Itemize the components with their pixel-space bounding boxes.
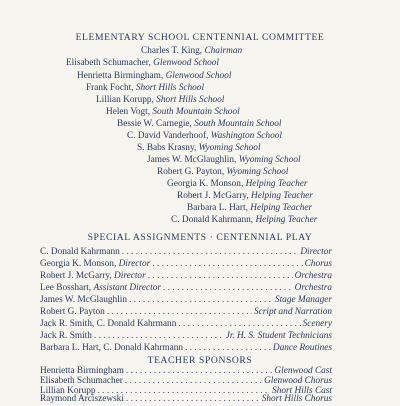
assignment: Orchestra [294, 283, 332, 293]
assignment-row [40, 319, 332, 331]
committee-member [157, 168, 288, 177]
committee-member [86, 84, 204, 93]
assignment-row [40, 343, 332, 355]
member-role: Wyoming School [226, 167, 289, 177]
member-role: Helping Teacher [250, 203, 313, 213]
assignee-name: Georgia K. Monson, [40, 259, 117, 269]
member-name: Henrietta Birmingham, [77, 71, 164, 81]
member-name: Robert G. Payton, [157, 167, 225, 177]
committee-member [117, 120, 282, 129]
member-name: Charles T. King, [141, 46, 203, 56]
leader-dots [163, 283, 293, 293]
member-name: Lillian Korupp, [96, 95, 154, 105]
member-role: Glenwood School [165, 71, 232, 81]
committee-member [187, 204, 312, 213]
member-role: Helping Teacher [251, 191, 313, 201]
member-name: Robert J. McGarry, [177, 191, 249, 201]
member-name: Georgia K. Monson, [167, 179, 244, 189]
teacher-sponsors-heading: TEACHER SPONSORS [147, 355, 253, 366]
committee-member [96, 96, 224, 105]
sponsor-group: Glenwood Cast [274, 366, 332, 376]
committee-heading: ELEMENTARY SCHOOL CENTENNIAL COMMITTEE [75, 32, 325, 43]
assignee-role: Assistant Director [93, 283, 162, 293]
committee-member [106, 108, 240, 117]
committee-member [66, 59, 219, 68]
assignment: Director [300, 247, 332, 257]
leader-dots [178, 319, 300, 329]
member-name: S. Babs Krasny, [137, 143, 197, 153]
member-name: Elisabeth Schumacher, [66, 58, 151, 68]
member-role: Short Hills School [135, 83, 205, 93]
assignee [40, 259, 150, 269]
assignee-role: Director [114, 271, 146, 281]
committee-member [141, 47, 242, 56]
member-role: Wyoming School [238, 155, 301, 165]
assignment-row [40, 271, 332, 283]
assignee-name: Robert J. McGarry, [40, 271, 112, 281]
assignee [40, 271, 146, 281]
sponsor-group: Short Hills Chorus [261, 394, 332, 404]
assignee-name: Lee Bosshart, [40, 283, 92, 293]
leader-dots [152, 259, 302, 269]
assignment-row [40, 307, 332, 319]
member-role: Wyoming School [198, 143, 261, 153]
assignee [40, 283, 161, 293]
member-role: Helping Teacher [255, 215, 318, 225]
sponsor-name: Lillian Korupp [40, 386, 96, 396]
member-role: Short Hills School [156, 95, 225, 105]
leader-dots [125, 376, 262, 386]
leader-dots [185, 343, 271, 353]
assignment: Stage Manager [274, 295, 332, 305]
member-role: Washington School [210, 131, 282, 141]
member-name: Helen Vogt, [106, 107, 151, 117]
sponsor-name: Elisabeth Schumacher [40, 376, 123, 386]
member-role: Chairman [204, 46, 243, 56]
assignee: Barbara L. Hart, C. Donald Kahrmann [40, 343, 184, 353]
assignment: Jr. H. S. Student Technicians [225, 331, 332, 341]
leader-dots [107, 307, 252, 317]
member-name: James W. McGlaughlin, [147, 155, 237, 165]
assignment: Orchestra [294, 271, 332, 281]
assignee: Jack R. Smith [40, 331, 92, 341]
committee-member [171, 216, 317, 225]
special-assignments-heading: SPECIAL ASSIGNMENTS · CENTENNIAL PLAY [87, 232, 313, 243]
member-name: Bessie W. Carnegie, [117, 119, 192, 129]
committee-member [77, 72, 231, 81]
member-role: Helping Teacher [245, 179, 308, 189]
committee-member [137, 144, 261, 153]
committee-member [177, 192, 313, 201]
leader-dots [126, 394, 260, 404]
assignment-row [40, 283, 332, 295]
sponsor-group: Short Hills Cast [272, 386, 332, 396]
sponsor-name: Henrietta Birmingham [40, 366, 124, 376]
assignment-row [40, 295, 332, 307]
assignee: Robert G. Payton [40, 307, 105, 317]
assignee: Jack R. Smith, C. Donald Kahrmann [40, 319, 177, 329]
assignment-row [40, 331, 332, 343]
assignee: C. Donald Kahrmann [40, 247, 120, 257]
leader-dots [129, 295, 273, 305]
member-role: South Mountain School [194, 119, 282, 129]
committee-member [167, 180, 307, 189]
sponsor-row [40, 394, 332, 406]
sponsor-group: Glenwood Chorus [264, 376, 332, 386]
assignment: Script and Narration [254, 307, 332, 317]
assignment-row [40, 247, 332, 259]
assignment: Scenery [302, 319, 332, 329]
committee-member [127, 132, 282, 141]
member-name: Frank Focht, [86, 83, 134, 93]
leader-dots [94, 331, 224, 341]
member-name: C. Donald Kahrmann, [171, 215, 254, 225]
assignment: Chorus [304, 259, 332, 269]
member-role: Glenwood School [153, 58, 220, 68]
assignment: Dance Routines [272, 343, 332, 353]
member-name: C. David Vanderhoof, [127, 131, 209, 141]
sponsor-name: Raymond Arciszewski [40, 394, 124, 404]
leader-dots [122, 247, 299, 257]
committee-member [147, 156, 301, 165]
leader-dots [126, 366, 272, 376]
assignee: James W. McGlaughlin [40, 295, 128, 305]
assignment-row [40, 259, 332, 271]
member-role: South Mountain School [152, 107, 240, 117]
member-name: Barbara L. Hart, [187, 203, 248, 213]
assignee-role: Director [118, 259, 151, 269]
leader-dots [148, 271, 293, 281]
